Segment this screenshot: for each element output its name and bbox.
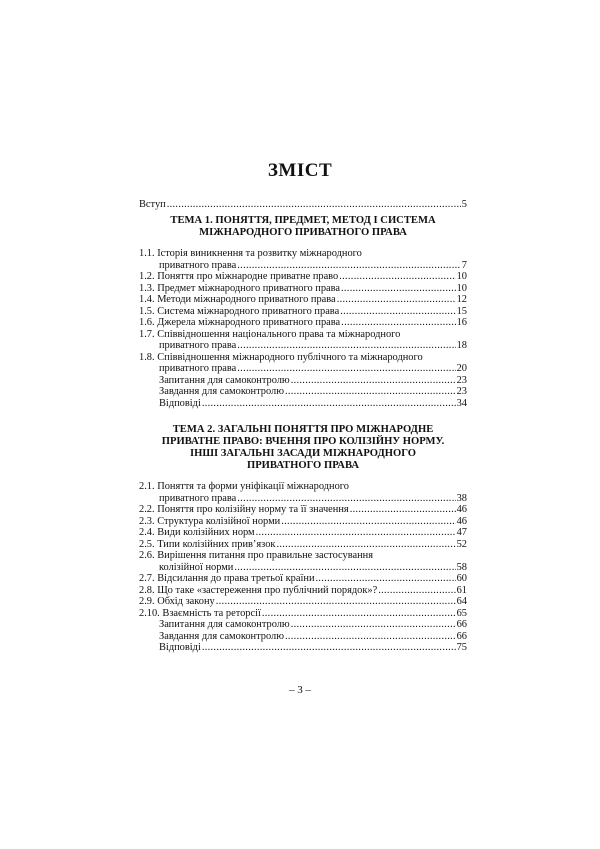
toc-entry [139,539,467,551]
toc-page-number: 10 [456,282,467,294]
dot-leader [350,504,456,516]
dot-leader [234,562,455,574]
toc-entry [139,481,467,504]
topic-heading-line: МІЖНАРОДНОГО ПРИВАТНОГО ПРАВА [199,227,407,238]
dot-leader [285,386,456,398]
topic-heading-2 [139,424,467,472]
toc-intro [139,199,467,211]
toc-entry-number: 1.4. [139,294,155,305]
toc-page-number: 75 [456,642,467,653]
toc-topic1 [139,248,467,409]
toc-page-number: 58 [456,561,467,573]
dot-leader [237,260,461,272]
toc-entry [139,608,467,620]
toc-entry-text: Структура колізійної норми [157,515,281,527]
toc-entry [139,306,467,318]
toc-topic2 [139,481,467,654]
dot-leader [237,493,455,505]
toc-page-number: 34 [456,397,467,409]
toc-page-number: 46 [456,504,467,515]
toc-entry-text: Поняття про колізійну норму та її значення [157,504,349,515]
toc-page-number: 38 [456,492,467,504]
dot-leader [281,516,455,528]
page-number: – 3 – [289,684,311,696]
toc-entry-text: Співвідношення міжнародного публічного та міжнародного [157,351,423,363]
toc-entry-text: Історія виникнення та розвитку міжнародного [157,248,362,259]
toc-entry [139,550,467,573]
toc-page-number: 5 [461,199,467,210]
toc-entry-text: Методи міжнародного приватного права [157,294,336,305]
toc-entry [139,329,467,352]
toc-entry [139,294,467,306]
toc-entry [139,271,467,283]
toc-entry [139,573,467,585]
toc-page-number: 18 [456,340,467,351]
toc-page-number: 65 [456,607,467,619]
toc-entry-text: Запитання для самоконтролю [159,619,290,630]
toc-entry [139,619,467,631]
toc-entry-number: 1.8. [139,351,155,363]
toc-entry-text: Система міжнародного приватного права [157,305,340,317]
toc-entry [139,527,467,539]
toc-entry-text: Джерела міжнародного приватного права [157,317,341,328]
dot-leader [340,306,455,318]
dot-leader [167,199,461,211]
topic-heading-line: ТЕМА 2. ЗАГАЛЬНІ ПОНЯТТЯ ПРО МІЖНАРОДНЕ [172,424,434,435]
toc-entry-number: 2.4. [139,527,155,538]
toc-entry-text: Вирішення питання про правильне застосування [157,550,374,561]
toc-entry [139,398,467,410]
toc-page-number: 16 [456,317,467,328]
toc-page-number: 23 [456,386,467,397]
dot-leader [341,317,455,329]
toc-entry-text: Вступ [139,199,166,210]
toc-entry-number: 1.2. [139,271,155,282]
toc-entry-text: Завдання для самоконтролю [159,630,284,642]
toc-entry [139,283,467,295]
dot-leader [341,283,456,295]
toc-entry [139,352,467,375]
toc-entry-text: Поняття про міжнародне приватне право [157,271,339,282]
toc-entry-number: 2.5. [139,538,155,550]
toc-entry [139,199,467,211]
toc-entry-text: Співвідношення національного права та міжнародного [157,328,401,340]
toc-entry-text: Запитання для самоконтролю [159,374,290,386]
toc-entry-number: 2.10. [139,607,160,619]
toc-entry-text: приватного права [159,492,237,504]
toc-entry-text: Що таке «застереження про публічний порядок»? [157,584,378,596]
toc-entry [139,317,467,329]
dot-leader [316,573,456,585]
toc-entry [139,596,467,608]
toc-entry-number: 1.7. [139,328,155,340]
toc-entry-text: приватного права [159,340,237,351]
dot-leader [291,619,456,631]
dot-leader [216,596,456,608]
toc-entry [139,375,467,387]
topic-heading-line: ІНШІ ЗАГАЛЬНІ ЗАСАДИ МІЖНАРОДНОГО [190,448,416,459]
toc-entry-text: приватного права [159,363,237,374]
toc-entry-text: Види колізійних норм [157,527,255,538]
dot-leader [378,585,455,597]
topic-heading-line: ТЕМА 1. ПОНЯТТЯ, ПРЕДМЕТ, МЕТОД І СИСТЕМА [170,215,436,226]
toc-entry-number: 2.9. [139,596,155,607]
toc-page-number: 60 [456,573,467,584]
dot-leader [256,527,456,539]
toc-entry-text: Відповіді [159,397,201,409]
dot-leader [339,271,455,283]
toc-entry [139,631,467,643]
toc-page-number: 64 [456,596,467,607]
toc-entry-number: 1.6. [139,317,155,328]
toc-entry [139,504,467,516]
page-title: ЗМІСТ [267,160,333,181]
toc-page-number: 66 [456,630,467,642]
dot-leader [202,398,456,410]
dot-leader [237,363,455,375]
topic-heading-line: ПРИВАТНЕ ПРАВО: ВЧЕННЯ ПРО КОЛІЗІЙНУ НОРМУ. [161,436,445,447]
toc-page-number: 61 [456,584,467,596]
toc-entry-text: Відсилання до права третьої країни [157,573,315,584]
toc-page-number: 7 [461,259,467,271]
dot-leader [291,375,456,387]
toc-entry [139,585,467,597]
toc-entry-number: 2.7. [139,573,155,584]
dot-leader [202,642,456,654]
toc-entry-text: Завдання для самоконтролю [159,386,284,397]
toc-entry [139,516,467,528]
toc-entry-number: 1.1. [139,248,155,259]
toc-page-number: 66 [456,619,467,630]
toc-entry-number: 2.6. [139,550,155,561]
dot-leader [276,539,455,551]
toc-entry-text: Поняття та форми уніфікації міжнародного [157,481,349,492]
toc-entry-text: Обхід закону [157,596,215,607]
toc-entry-number: 1.3. [139,282,155,294]
toc-entry-text: Відповіді [159,642,201,653]
toc-page-number: 15 [456,305,467,317]
toc-page-number: 47 [456,527,467,538]
dot-leader [285,631,456,643]
toc-entry-text: колізійної норми [159,561,234,573]
toc-entry-number: 2.3. [139,515,155,527]
toc-page-number: 12 [456,294,467,305]
toc-entry-number: 2.1. [139,481,155,492]
dot-leader [262,608,456,620]
toc-entry [139,642,467,654]
toc-entry-number: 2.8. [139,584,155,596]
toc-page-number: 20 [456,363,467,374]
toc-entry [139,248,467,271]
toc-page-number: 10 [456,271,467,282]
dot-leader [337,294,456,306]
toc-entry-text: Предмет міжнародного приватного права [157,282,341,294]
toc-entry-text: Типи колізійних прив’язок [157,538,276,550]
toc-entry-text: Взаємність та реторсії [162,607,261,619]
topic-heading-line: ПРИВАТНОГО ПРАВА [246,460,360,471]
toc-page-number: 46 [456,515,467,527]
toc-entry-number: 2.2. [139,504,155,515]
toc-page-number: 23 [456,374,467,386]
topic-heading-1 [139,215,467,239]
toc-entry-text: приватного права [159,259,237,271]
toc-entry-number: 1.5. [139,305,155,317]
dot-leader [237,340,455,352]
toc-entry [139,386,467,398]
toc-page-number: 52 [456,538,467,550]
